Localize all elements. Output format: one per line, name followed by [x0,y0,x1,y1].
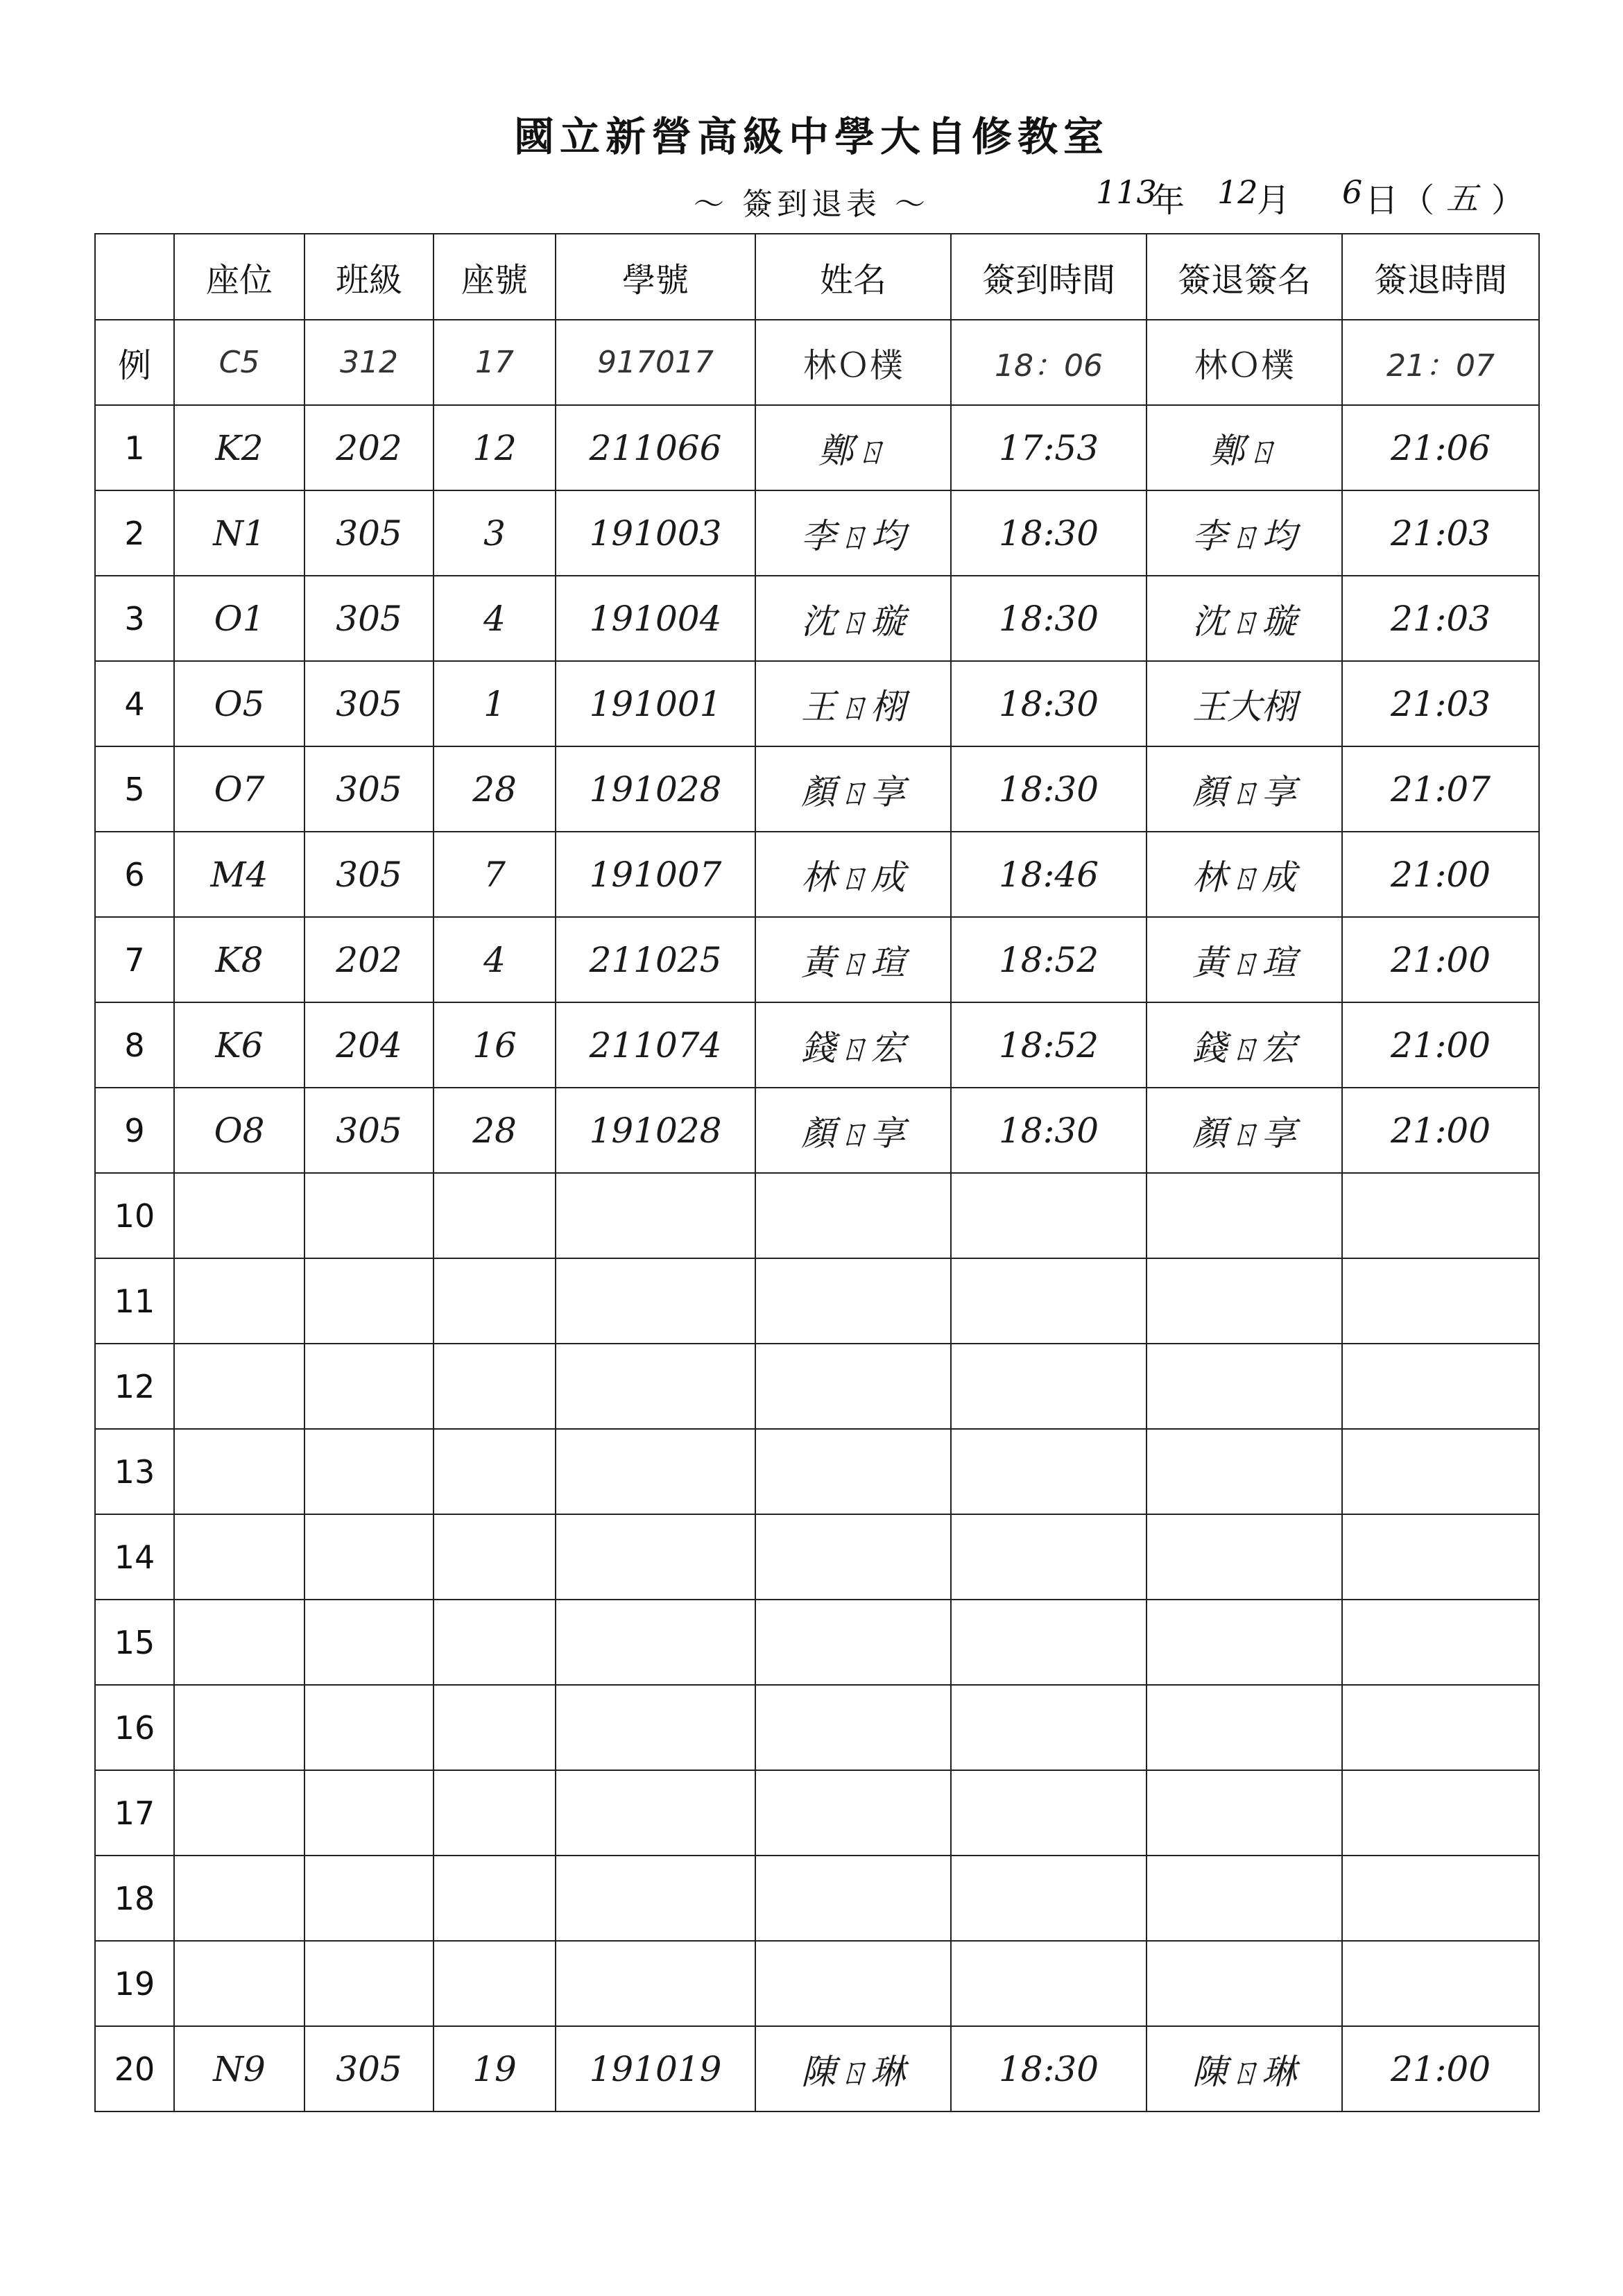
seat-no-cell [433,1770,556,1856]
sign-out-time-cell: 21:00 [1342,2026,1539,2111]
header-sign-out-signature: 簽退簽名 [1147,234,1342,320]
seat-cell [174,1770,304,1856]
sign-out-time-cell [1342,1514,1539,1600]
example-name: 林Ｏ樸 [755,320,951,405]
seat-no-cell: 16 [433,1002,556,1088]
example-sign-in-time: 18：06 [951,320,1147,405]
weekday-open-paren: （ [1401,181,1435,220]
sign-out-signature-cell: 陳ㄖ琳 [1147,2026,1342,2111]
table-row [95,1600,1539,1685]
student-id-cell [556,1514,755,1600]
example-row [95,320,1539,405]
sign-in-time-cell: 18:30 [951,576,1147,661]
class-cell [304,1429,433,1514]
row-number: 9 [95,1088,174,1173]
sign-out-signature-cell [1147,1514,1342,1600]
name-cell: 顏ㄖ享 [755,746,951,832]
name-cell [755,1258,951,1344]
name-cell [755,1685,951,1770]
class-cell: 305 [304,1088,433,1173]
row-number: 18 [95,1856,174,1941]
date-year: 113 [1096,173,1157,211]
seat-cell: O1 [174,576,304,661]
table-row [95,576,1539,661]
class-cell: 305 [304,661,433,746]
row-number: 7 [95,917,174,1002]
row-number: 13 [95,1429,174,1514]
sign-in-time-cell: 18:52 [951,917,1147,1002]
sign-in-time-cell [951,1173,1147,1258]
seat-no-cell: 7 [433,832,556,917]
name-cell [755,1429,951,1514]
student-id-cell: 191028 [556,746,755,832]
row-number: 2 [95,490,174,576]
sign-out-signature-cell: 王大栩 [1147,661,1342,746]
sign-out-time-cell [1342,1429,1539,1514]
table-row [95,1344,1539,1429]
seat-no-cell: 28 [433,746,556,832]
seat-no-cell [433,1856,556,1941]
class-cell [304,1856,433,1941]
sign-in-time-cell [951,1600,1147,1685]
class-cell: 204 [304,1002,433,1088]
page-title: 國立新營高級中學大自修教室 [513,113,1109,160]
sign-in-time-cell [951,1856,1147,1941]
seat-no-cell: 1 [433,661,556,746]
seat-cell [174,1258,304,1344]
name-cell: 鄭ㄖ [755,405,951,490]
sign-out-time-cell [1342,1941,1539,2026]
table-row [95,1088,1539,1173]
table-row [95,490,1539,576]
sign-out-signature-cell: 黃ㄖ瑄 [1147,917,1342,1002]
sign-out-time-cell [1342,1600,1539,1685]
sign-out-signature-cell [1147,1685,1342,1770]
student-id-cell: 191003 [556,490,755,576]
sign-in-time-cell [951,1258,1147,1344]
student-id-cell [556,1856,755,1941]
example-sign-out-time: 21：07 [1342,320,1539,405]
sign-out-signature-cell [1147,1173,1342,1258]
sign-out-time-cell [1342,1173,1539,1258]
seat-cell [174,1173,304,1258]
date-day: 6 [1342,173,1363,211]
table-row [95,1685,1539,1770]
seat-no-cell [433,1258,556,1344]
seat-no-cell: 19 [433,2026,556,2111]
student-id-cell [556,1941,755,2026]
row-number: 3 [95,576,174,661]
sign-in-time-cell: 18:52 [951,1002,1147,1088]
student-id-cell: 191001 [556,661,755,746]
table-row [95,1856,1539,1941]
seat-cell [174,1514,304,1600]
student-id-cell: 191028 [556,1088,755,1173]
seat-no-cell [433,1685,556,1770]
sign-out-signature-cell [1147,1429,1342,1514]
table-row [95,1941,1539,2026]
example-sign-out-signature: 林Ｏ樸 [1147,320,1342,405]
sign-out-time-cell: 21:03 [1342,490,1539,576]
student-id-cell: 191007 [556,832,755,917]
name-cell: 顏ㄖ享 [755,1088,951,1173]
seat-cell: K2 [174,405,304,490]
date-month: 12 [1217,173,1258,211]
sign-in-time-cell: 18:30 [951,746,1147,832]
date-weekday: 五 [1446,180,1478,217]
sign-in-time-cell [951,1514,1147,1600]
table-row [95,1429,1539,1514]
sign-in-time-cell [951,1429,1147,1514]
seat-no-cell: 4 [433,576,556,661]
class-cell: 305 [304,746,433,832]
seat-cell [174,1600,304,1685]
row-number: 11 [95,1258,174,1344]
sign-in-time-cell [951,1344,1147,1429]
sign-out-time-cell: 21:00 [1342,1088,1539,1173]
table-row [95,1770,1539,1856]
sign-out-signature-cell [1147,1941,1342,2026]
seat-cell: O8 [174,1088,304,1173]
sign-in-table [94,233,1540,2112]
student-id-cell [556,1258,755,1344]
date-day-label: 日 [1365,181,1399,220]
sign-in-time-cell: 18:30 [951,661,1147,746]
student-id-cell: 211074 [556,1002,755,1088]
header-student-id: 學號 [556,234,755,320]
name-cell: 陳ㄖ琳 [755,2026,951,2111]
student-id-cell [556,1173,755,1258]
table-row [95,2026,1539,2111]
sign-out-time-cell: 21:03 [1342,661,1539,746]
sign-out-signature-cell: 林ㄖ成 [1147,832,1342,917]
seat-no-cell [433,1941,556,2026]
class-cell: 305 [304,576,433,661]
name-cell: 沈ㄖ璇 [755,576,951,661]
name-cell [755,1514,951,1600]
table-row [95,1173,1539,1258]
header-class: 班級 [304,234,433,320]
seat-no-cell [433,1600,556,1685]
row-number: 20 [95,2026,174,2111]
sign-out-time-cell: 21:00 [1342,1002,1539,1088]
seat-cell [174,1856,304,1941]
seat-cell: K8 [174,917,304,1002]
row-number: 17 [95,1770,174,1856]
sign-out-signature-cell: 顏ㄖ享 [1147,746,1342,832]
name-cell [755,1344,951,1429]
header-seat-no: 座號 [433,234,556,320]
sign-out-signature-cell: 沈ㄖ璇 [1147,576,1342,661]
sign-in-time-cell [951,1770,1147,1856]
class-cell [304,1344,433,1429]
header-sign-out-time: 簽退時間 [1342,234,1539,320]
sign-out-time-cell [1342,1258,1539,1344]
seat-no-cell [433,1344,556,1429]
sign-in-time-cell [951,1941,1147,2026]
sign-out-time-cell [1342,1685,1539,1770]
table-row [95,746,1539,832]
seat-no-cell: 12 [433,405,556,490]
row-number: 8 [95,1002,174,1088]
student-id-cell: 211066 [556,405,755,490]
example-seat: C5 [174,320,304,405]
student-id-cell: 191004 [556,576,755,661]
seat-cell [174,1685,304,1770]
table-row [95,1514,1539,1600]
sign-out-signature-cell [1147,1856,1342,1941]
row-number: 4 [95,661,174,746]
table-row [95,832,1539,917]
sign-out-time-cell [1342,1344,1539,1429]
class-cell [304,1941,433,2026]
name-cell: 黃ㄖ瑄 [755,917,951,1002]
name-cell: 王ㄖ栩 [755,661,951,746]
sign-out-signature-cell: 錢ㄖ宏 [1147,1002,1342,1088]
sign-out-signature-cell [1147,1770,1342,1856]
name-cell [755,1941,951,2026]
sign-out-time-cell: 21:06 [1342,405,1539,490]
student-id-cell [556,1770,755,1856]
example-class: 312 [304,320,433,405]
name-cell [755,1856,951,1941]
row-number: 6 [95,832,174,917]
row-number: 14 [95,1514,174,1600]
sign-out-signature-cell [1147,1600,1342,1685]
row-number: 16 [95,1685,174,1770]
sign-out-time-cell: 21:03 [1342,576,1539,661]
student-id-cell [556,1429,755,1514]
sign-in-time-cell: 17:53 [951,405,1147,490]
row-number: 12 [95,1344,174,1429]
class-cell: 202 [304,405,433,490]
class-cell: 202 [304,917,433,1002]
seat-no-cell [433,1514,556,1600]
seat-cell [174,1429,304,1514]
seat-cell: N9 [174,2026,304,2111]
sign-in-time-cell: 18:30 [951,1088,1147,1173]
seat-no-cell: 28 [433,1088,556,1173]
header-row [95,234,1539,320]
student-id-cell: 191019 [556,2026,755,2111]
seat-cell: K6 [174,1002,304,1088]
form-subtitle: ～ 簽到退表 ～ [694,187,929,222]
sign-out-time-cell: 21:00 [1342,832,1539,917]
sign-out-time-cell [1342,1770,1539,1856]
header-sign-in-time: 簽到時間 [951,234,1147,320]
seat-cell: M4 [174,832,304,917]
seat-cell: O5 [174,661,304,746]
seat-cell [174,1941,304,2026]
example-seat-no: 17 [433,320,556,405]
name-cell: 李ㄖ均 [755,490,951,576]
example-label: 例 [95,320,174,405]
date-month-label: 月 [1257,181,1291,220]
name-cell [755,1173,951,1258]
date-year-label: 年 [1151,181,1185,220]
sign-out-signature-cell [1147,1258,1342,1344]
example-student-id: 917017 [556,320,755,405]
name-cell [755,1770,951,1856]
sign-in-time-cell: 18:30 [951,2026,1147,2111]
seat-no-cell [433,1429,556,1514]
sign-out-signature-cell: 李ㄖ均 [1147,490,1342,576]
class-cell: 305 [304,2026,433,2111]
student-id-cell: 211025 [556,917,755,1002]
weekday-close-paren: ） [1491,181,1525,220]
table-row [95,661,1539,746]
row-number: 15 [95,1600,174,1685]
class-cell [304,1173,433,1258]
table-row [95,1258,1539,1344]
sign-out-signature-cell [1147,1344,1342,1429]
table-row [95,405,1539,490]
name-cell: 林ㄖ成 [755,832,951,917]
row-number: 10 [95,1173,174,1258]
row-number: 1 [95,405,174,490]
table-row [95,917,1539,1002]
header-index [95,234,174,320]
student-id-cell [556,1344,755,1429]
row-number: 19 [95,1941,174,2026]
class-cell [304,1600,433,1685]
name-cell: 錢ㄖ宏 [755,1002,951,1088]
name-cell [755,1600,951,1685]
sign-in-time-cell [951,1685,1147,1770]
sign-out-time-cell [1342,1856,1539,1941]
sign-out-signature-cell: 鄭ㄖ [1147,405,1342,490]
sign-out-signature-cell: 顏ㄖ享 [1147,1088,1342,1173]
seat-cell: O7 [174,746,304,832]
student-id-cell [556,1685,755,1770]
seat-no-cell: 3 [433,490,556,576]
header-name: 姓名 [755,234,951,320]
class-cell: 305 [304,832,433,917]
class-cell [304,1685,433,1770]
seat-cell: N1 [174,490,304,576]
sign-in-time-cell: 18:46 [951,832,1147,917]
class-cell [304,1770,433,1856]
student-id-cell [556,1600,755,1685]
row-number: 5 [95,746,174,832]
seat-cell [174,1344,304,1429]
class-cell: 305 [304,490,433,576]
seat-no-cell [433,1173,556,1258]
seat-no-cell: 4 [433,917,556,1002]
sign-out-time-cell: 21:07 [1342,746,1539,832]
header-seat: 座位 [174,234,304,320]
sign-out-time-cell: 21:00 [1342,917,1539,1002]
class-cell [304,1258,433,1344]
table-row [95,1002,1539,1088]
sign-in-time-cell: 18:30 [951,490,1147,576]
class-cell [304,1514,433,1600]
